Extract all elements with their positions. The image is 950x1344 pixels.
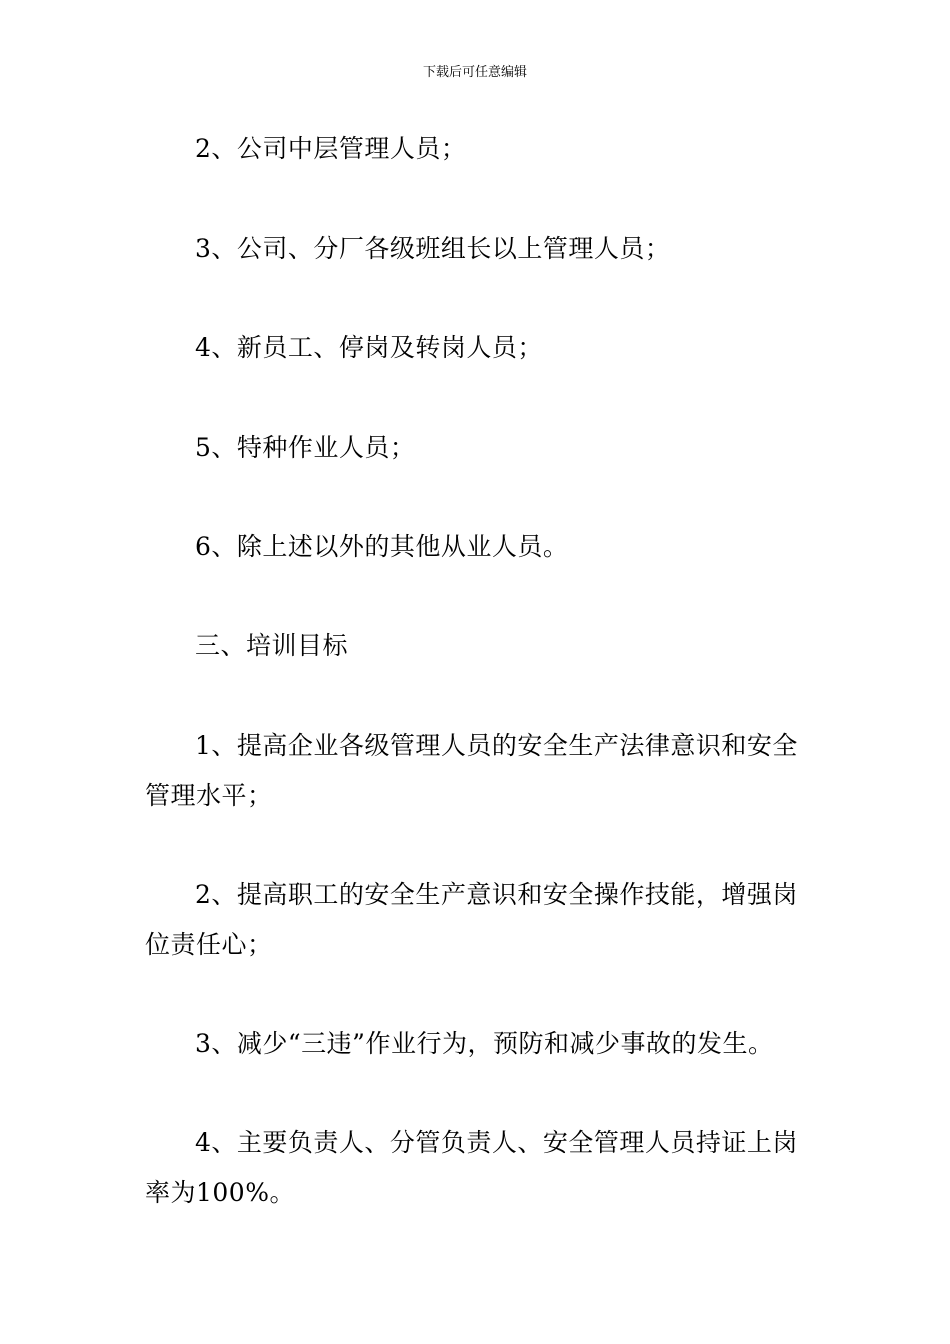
section-heading-training-goals: 三、培训目标: [195, 631, 349, 660]
goal-item-management-awareness: 1、提高企业各级管理人员的安全生产法律意识和安全管理水平；: [145, 731, 798, 810]
page-header: 下载后可任意编辑: [422, 65, 527, 80]
list-item-special-operators: 5、特种作业人员；: [195, 433, 416, 462]
goal-item-reduce-violations: 3、减少“三违”作业行为，预防和减少事故的发生。: [195, 1029, 774, 1058]
list-item-team-leaders: 3、公司、分厂各级班组长以上管理人员；: [195, 234, 671, 263]
list-item-middle-managers: 2、公司中层管理人员；: [195, 134, 467, 163]
goal-item-worker-skills: 2、提高职工的安全生产意识和安全操作技能，增强岗位责任心；: [145, 880, 798, 959]
goal-item-certification-rate: 4、主要负责人、分管负责人、安全管理人员持证上岗率为100%。: [145, 1128, 798, 1207]
list-item-new-employees: 4、新员工、停岗及转岗人员；: [195, 333, 543, 362]
list-item-other-staff: 6、除上述以外的其他从业人员。: [195, 532, 569, 561]
